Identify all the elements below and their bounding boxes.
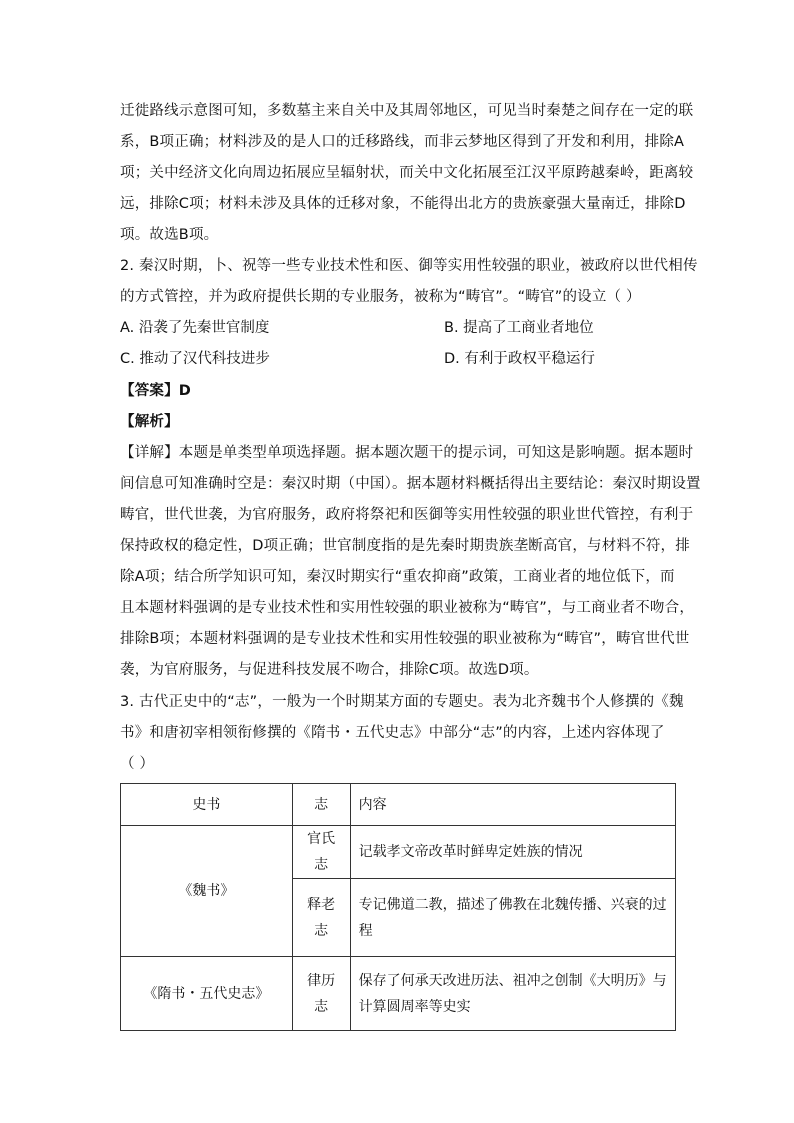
table-header-row [121,784,676,826]
q2-analysis-title: 【解析】 [120,414,179,430]
q2-stem-line-1: 2. 秦汉时期，卜、祝等一些专业技术性和医、御等实用性较强的职业，被政府以世代相传 [120,258,698,274]
q2-analysis-line-7: 排除B项；本题材料强调的是专业技术性和实用性较强的职业被称为“畴官”，畴官世代世 [120,631,690,647]
q3-stem-line-1: 3. 古代正史中的“志”，一般为一个时期某方面的专题史。表为北齐魏书个人修撰的《魏 [120,694,684,710]
para1-line-4: 远，排除C项；材料未涉及具体的迁移对象，不能得出北方的贵族豪强大量南迁，排除D [120,196,686,212]
book-suishu: 《隋书・五代史志》 [121,957,293,1031]
para1-line-2: 系，B项正确；材料涉及的是人口的迁移路线，而非云梦地区得到了开发和利用，排除A [120,134,685,150]
header-zhi: 志 [292,784,350,826]
q2-analysis-line-8: 袭，为官府服务，与促进科技发展不吻合，排除C项。故选D项。 [120,662,539,678]
para1-line-5: 项。故选B项。 [120,227,219,243]
zhi-cell: 释老志 [292,879,350,957]
q2-analysis-line-3: 畴官，世代世袭，为官府服务，政府将祭祀和医御等实用性较强的职业世代管控，有利于 [120,507,694,523]
q2-stem-line-2: 的方式管控，并为政府提供长期的专业服务，被称为“畴官”。“畴官”的设立（ ） [120,289,641,305]
q2-analysis-line-4: 保持政权的稳定性，D项正确；世官制度指的是先秦时期贵族垄断高官，与材料不符，排 [120,538,690,554]
para1-line-3: 项；关中经济文化向周边拓展应呈辐射状，而关中文化拓展至江汉平原跨越秦岭，距离较 [120,165,694,181]
zhi-cell: 律历志 [292,957,350,1031]
table-row [121,826,676,879]
q2-option-b: B. 提高了工商业者地位 [444,320,594,336]
q2-analysis-line-2: 间信息可知准确时空是：秦汉时期（中国）。据本题材料概括得出主要结论：秦汉时期设置 [120,476,701,492]
q2-option-a: A. 沿袭了先秦世官制度 [120,320,270,336]
q2-option-c: C. 推动了汉代科技进步 [120,351,270,367]
q2-analysis-line-6: 且本题材料强调的是专业技术性和实用性较强的职业被称为“畴官”，与工商业者不吻合， [120,600,695,616]
history-table [120,783,676,1031]
book-weishu: 《魏书》 [121,826,293,957]
q3-stem-line-2: 书》和唐初宰相领衔修撰的《隋书・五代史志》中部分“志”的内容，上述内容体现了 [120,725,665,741]
header-book: 史书 [121,784,293,826]
header-content: 内容 [350,784,675,826]
content-cell: 记载孝文帝改革时鲜卑定姓族的情况 [350,826,675,879]
q2-analysis-line-1: 【详解】本题是单类型单项选择题。据本题次题干的提示词，可知这是影响题。据本题时 [120,445,694,461]
table-row [121,957,676,1031]
para1-line-1: 迁徙路线示意图可知，多数墓主来自关中及其周邻地区，可见当时秦楚之间存在一定的联 [120,103,694,119]
q3-stem-line-3: （ ） [120,756,155,772]
zhi-cell: 官氏志 [292,826,350,879]
q2-answer: 【答案】D [120,383,192,399]
q2-option-d: D. 有利于政权平稳运行 [444,351,595,367]
content-cell: 专记佛道二教，描述了佛教在北魏传播、兴衰的过程 [350,879,675,957]
q2-analysis-line-5: 除A项；结合所学知识可知，秦汉时期实行“重农抑商”政策，工商业者的地位低下，而 [120,569,675,585]
content-cell: 保存了何承天改进历法、祖冲之创制《大明历》与计算圆周率等史实 [350,957,675,1031]
